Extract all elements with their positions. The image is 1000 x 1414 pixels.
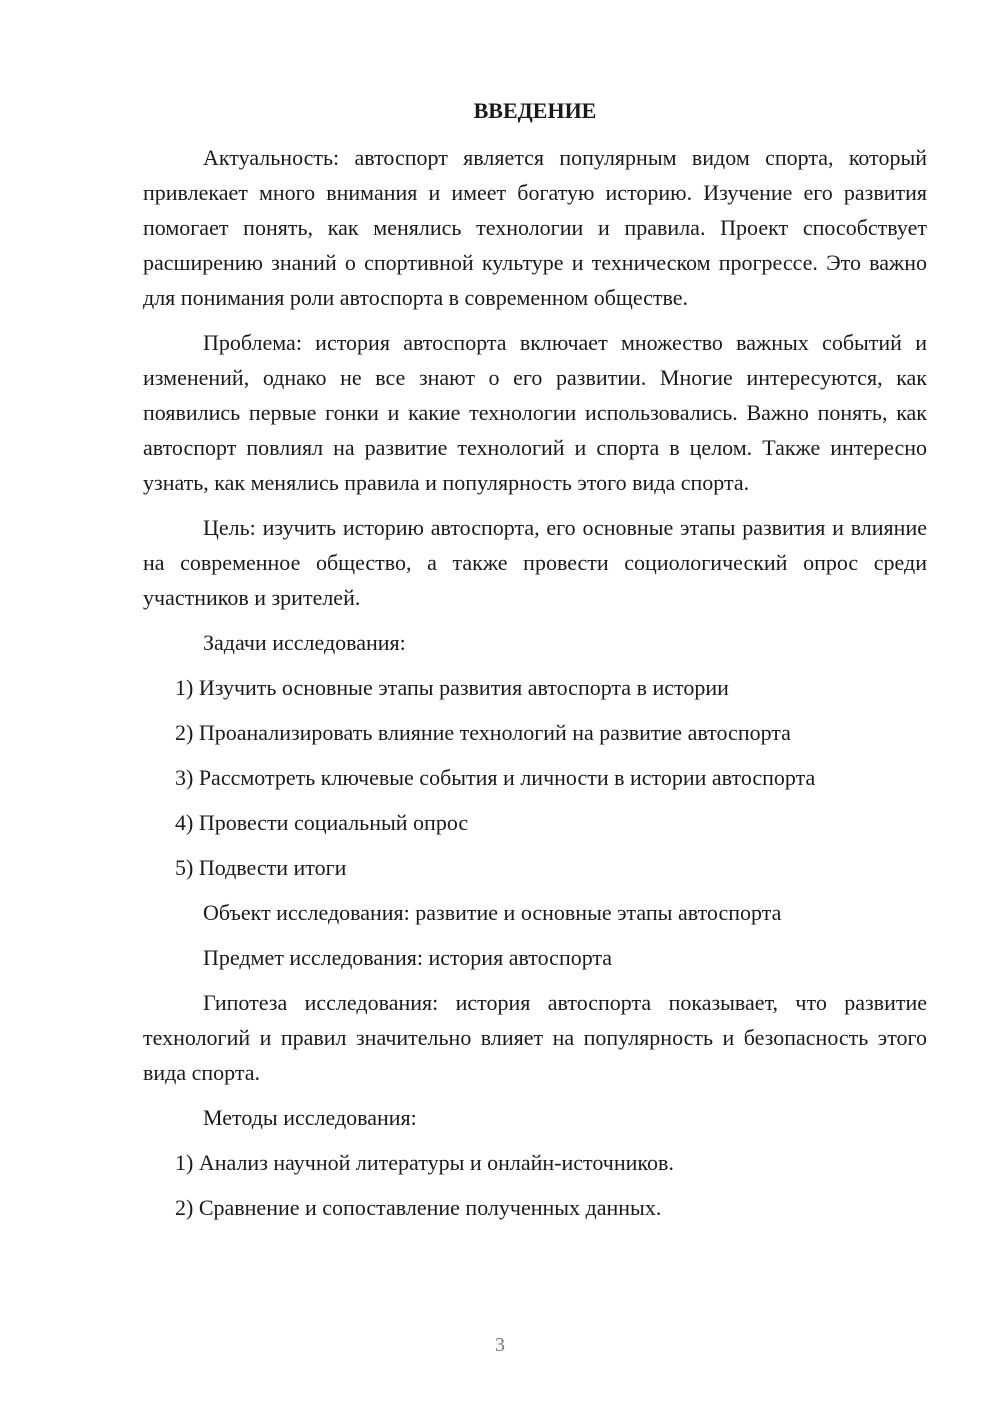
hypothesis-paragraph: Гипотеза исследования: история автоспорта показывает, что развитие технологий и правил значительно влияет на популярность и безопасность этого вида спорта. [143, 990, 927, 1085]
document-page [143, 96, 927, 1235]
relevance-paragraph: Актуальность: автоспорт является популярным видом спорта, который привлекает много внимания и имеет богатую историю. Изучение его развития помогает понять, как менялись технологии и правила. Проект способствует расширению знаний о спортивной культуре и техническом прогрессе. Это важно для понимания роли автоспорта в современном обществе. [143, 145, 927, 310]
page-number: 3 [495, 1334, 505, 1356]
method-item: 2) Сравнение и сопоставление полученных данных. [175, 1195, 662, 1220]
task-item: 2) Проанализировать влияние технологий на развитие автоспорта [175, 720, 791, 745]
subject-paragraph: Предмет исследования: история автоспорта [203, 945, 613, 970]
task-item: 4) Провести социальный опрос [175, 810, 469, 835]
goal-paragraph: Цель: изучить историю автоспорта, его основные этапы развития и влияние на современное общество, а также провести социологический опрос среди участников и зрителей. [143, 515, 927, 610]
task-item: 1) Изучить основные этапы развития автоспорта в истории [175, 675, 729, 700]
methods-heading: Методы исследования: [203, 1105, 417, 1130]
object-paragraph: Объект исследования: развитие и основные этапы автоспорта [203, 900, 782, 925]
method-item: 1) Анализ научной литературы и онлайн-источников. [175, 1150, 674, 1175]
section-title: ВВЕДЕНИЕ [473, 98, 597, 123]
task-item: 5) Подвести итоги [175, 855, 347, 880]
problem-paragraph: Проблема: история автоспорта включает множество важных событий и изменений, однако не все знают о его развитии. Многие интересуются, как появились первые гонки и какие технологии использовались. Важно понять, как автоспорт повлиял на развитие технологий и спорта в целом. Также интересно узнать, как менялись правила и популярность этого вида спорта. [143, 330, 927, 495]
tasks-heading: Задачи исследования: [203, 630, 406, 655]
task-item: 3) Рассмотреть ключевые события и личности в истории автоспорта [175, 765, 816, 790]
